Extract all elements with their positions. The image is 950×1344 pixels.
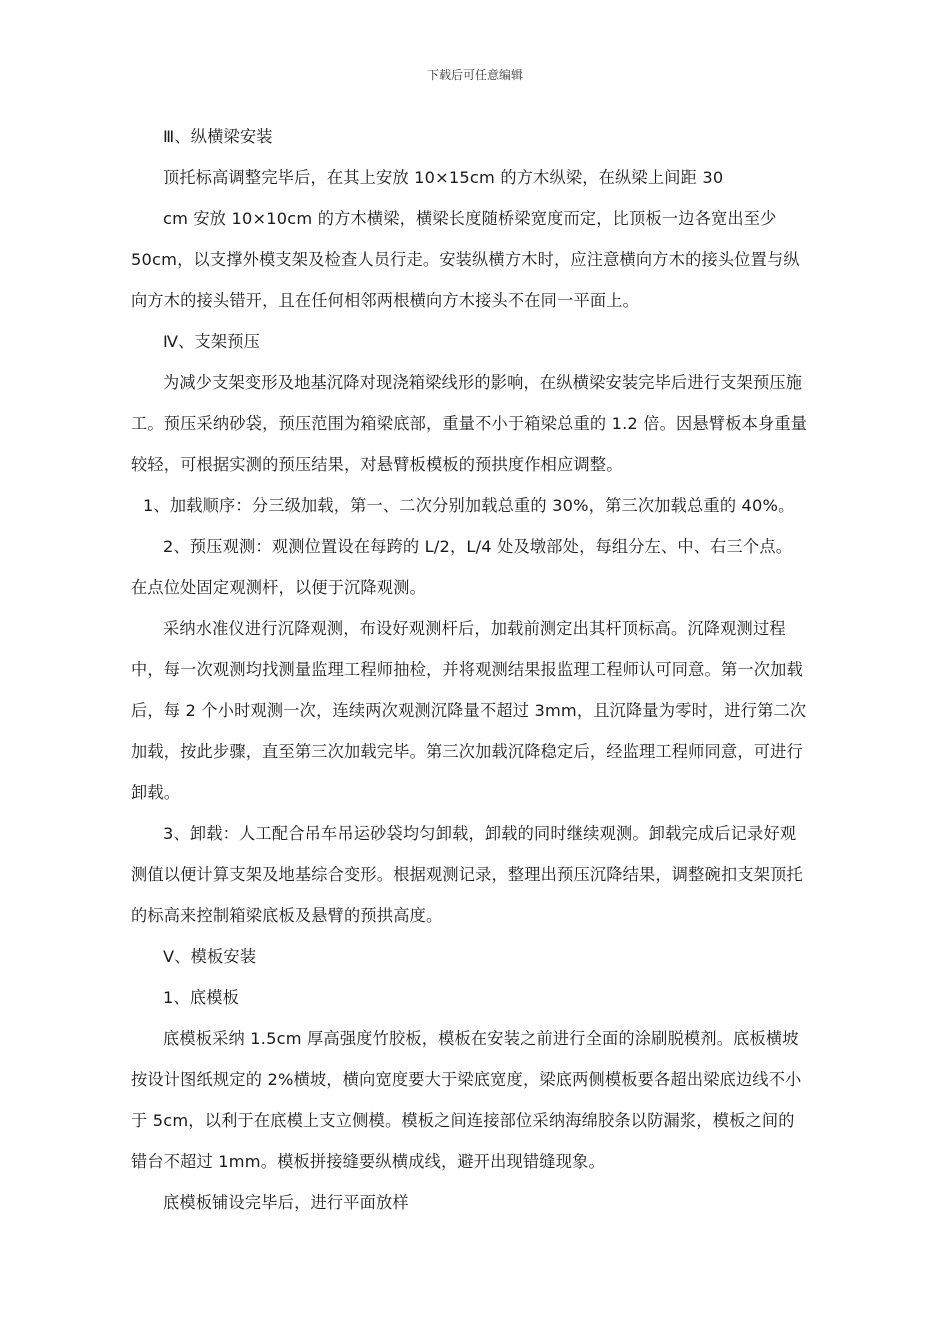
paragraph-line: 卸载。: [131, 783, 181, 802]
section-heading-3: Ⅲ、纵横梁安装: [163, 127, 273, 146]
list-item-3: 3、卸载：人工配合吊车吊运砂袋均匀卸载，卸载的同时继续观测。卸载完成后记录好观: [163, 824, 797, 843]
paragraph-line: 后，每 2 个小时观测一次，连续两次观测沉降量不超过 3mm，且沉降量为零时，进行第二次: [131, 701, 807, 720]
paragraph-line: 顶托标高调整完毕后，在其上安放 10×15cm 的方木纵梁，在纵梁上间距 30: [163, 168, 724, 187]
section-heading-4: Ⅳ、支架预压: [163, 332, 261, 351]
paragraph-line: 加载，按此步骤，直至第三次加载完毕。第三次加载沉降稳定后，经监理工程师同意，可进行: [131, 742, 803, 761]
paragraph-line: 为减少支架变形及地基沉降对现浇箱梁线形的影响，在纵横梁安装完毕后进行支架预压施: [163, 373, 803, 392]
paragraph-line: 中，每一次观测均找测量监理工程师抽检，并将观测结果报监理工程师认可同意。第一次加载: [131, 660, 803, 679]
paragraph-line: cm 安放 10×10cm 的方木横梁，横梁长度随桥梁宽度而定，比顶板一边各宽出至少: [163, 209, 777, 228]
paragraph-line: 工。预压采纳砂袋，预压范围为箱梁底部，重量不小于箱梁总重的 1.2 倍。因悬臂板本身重量: [131, 414, 808, 433]
paragraph-line: 于 5cm，以利于在底模上支立侧模。模板之间连接部位采纳海绵胶条以防漏浆，模板之间的: [131, 1111, 795, 1130]
paragraph-line: 底模板采纳 1.5cm 厚高强度竹胶板，模板在安装之前进行全面的涂刷脱模剂。底板横坡: [163, 1029, 799, 1048]
header-note: 下载后可任意编辑: [426, 68, 523, 82]
paragraph-line: 向方木的接头错开，且在任何相邻两根横向方木接头不在同一平面上。: [131, 291, 640, 310]
paragraph-line: 的标高来控制箱梁底板及悬臂的预拱高度。: [131, 906, 443, 925]
paragraph-line: 在点位处固定观测杆，以便于沉降观测。: [131, 578, 426, 597]
paragraph-line: 测值以便计算支架及地基综合变形。根据观测记录，整理出预压沉降结果，调整碗扣支架顶托: [131, 865, 803, 884]
paragraph-line: 按设计图纸规定的 2%横坡，横向宽度要大于梁底宽度，梁底两侧模板要各超出梁底边线不小: [131, 1070, 802, 1089]
paragraph-line: 底模板铺设完毕后，进行平面放样: [163, 1193, 409, 1212]
subheading-1: 1、底模板: [163, 988, 240, 1007]
paragraph-line: 50cm，以支撑外模支架及检查人员行走。安装纵横方木时，应注意横向方木的接头位置与纵: [131, 250, 800, 269]
paragraph-line: 较轻，可根据实测的预压结果，对悬臂板模板的预拱度作相应调整。: [131, 455, 623, 474]
list-item-2: 2、预压观测：观测位置设在每跨的 L/2，L/4 处及墩部处，每组分左、中、右三个点。: [163, 537, 793, 556]
paragraph-line: 错台不超过 1mm。模板拼接缝要纵横成线，避开出现错缝现象。: [131, 1152, 605, 1171]
section-heading-5: Ⅴ、模板安装: [163, 947, 257, 966]
list-item-1: 1、加载顺序：分三级加载，第一、二次分别加载总重的 30%，第三次加载总重的 40%。: [143, 496, 795, 515]
paragraph-line: 采纳水准仪进行沉降观测，布设好观测杆后，加载前测定出其杆顶标高。沉降观测过程: [163, 619, 786, 638]
